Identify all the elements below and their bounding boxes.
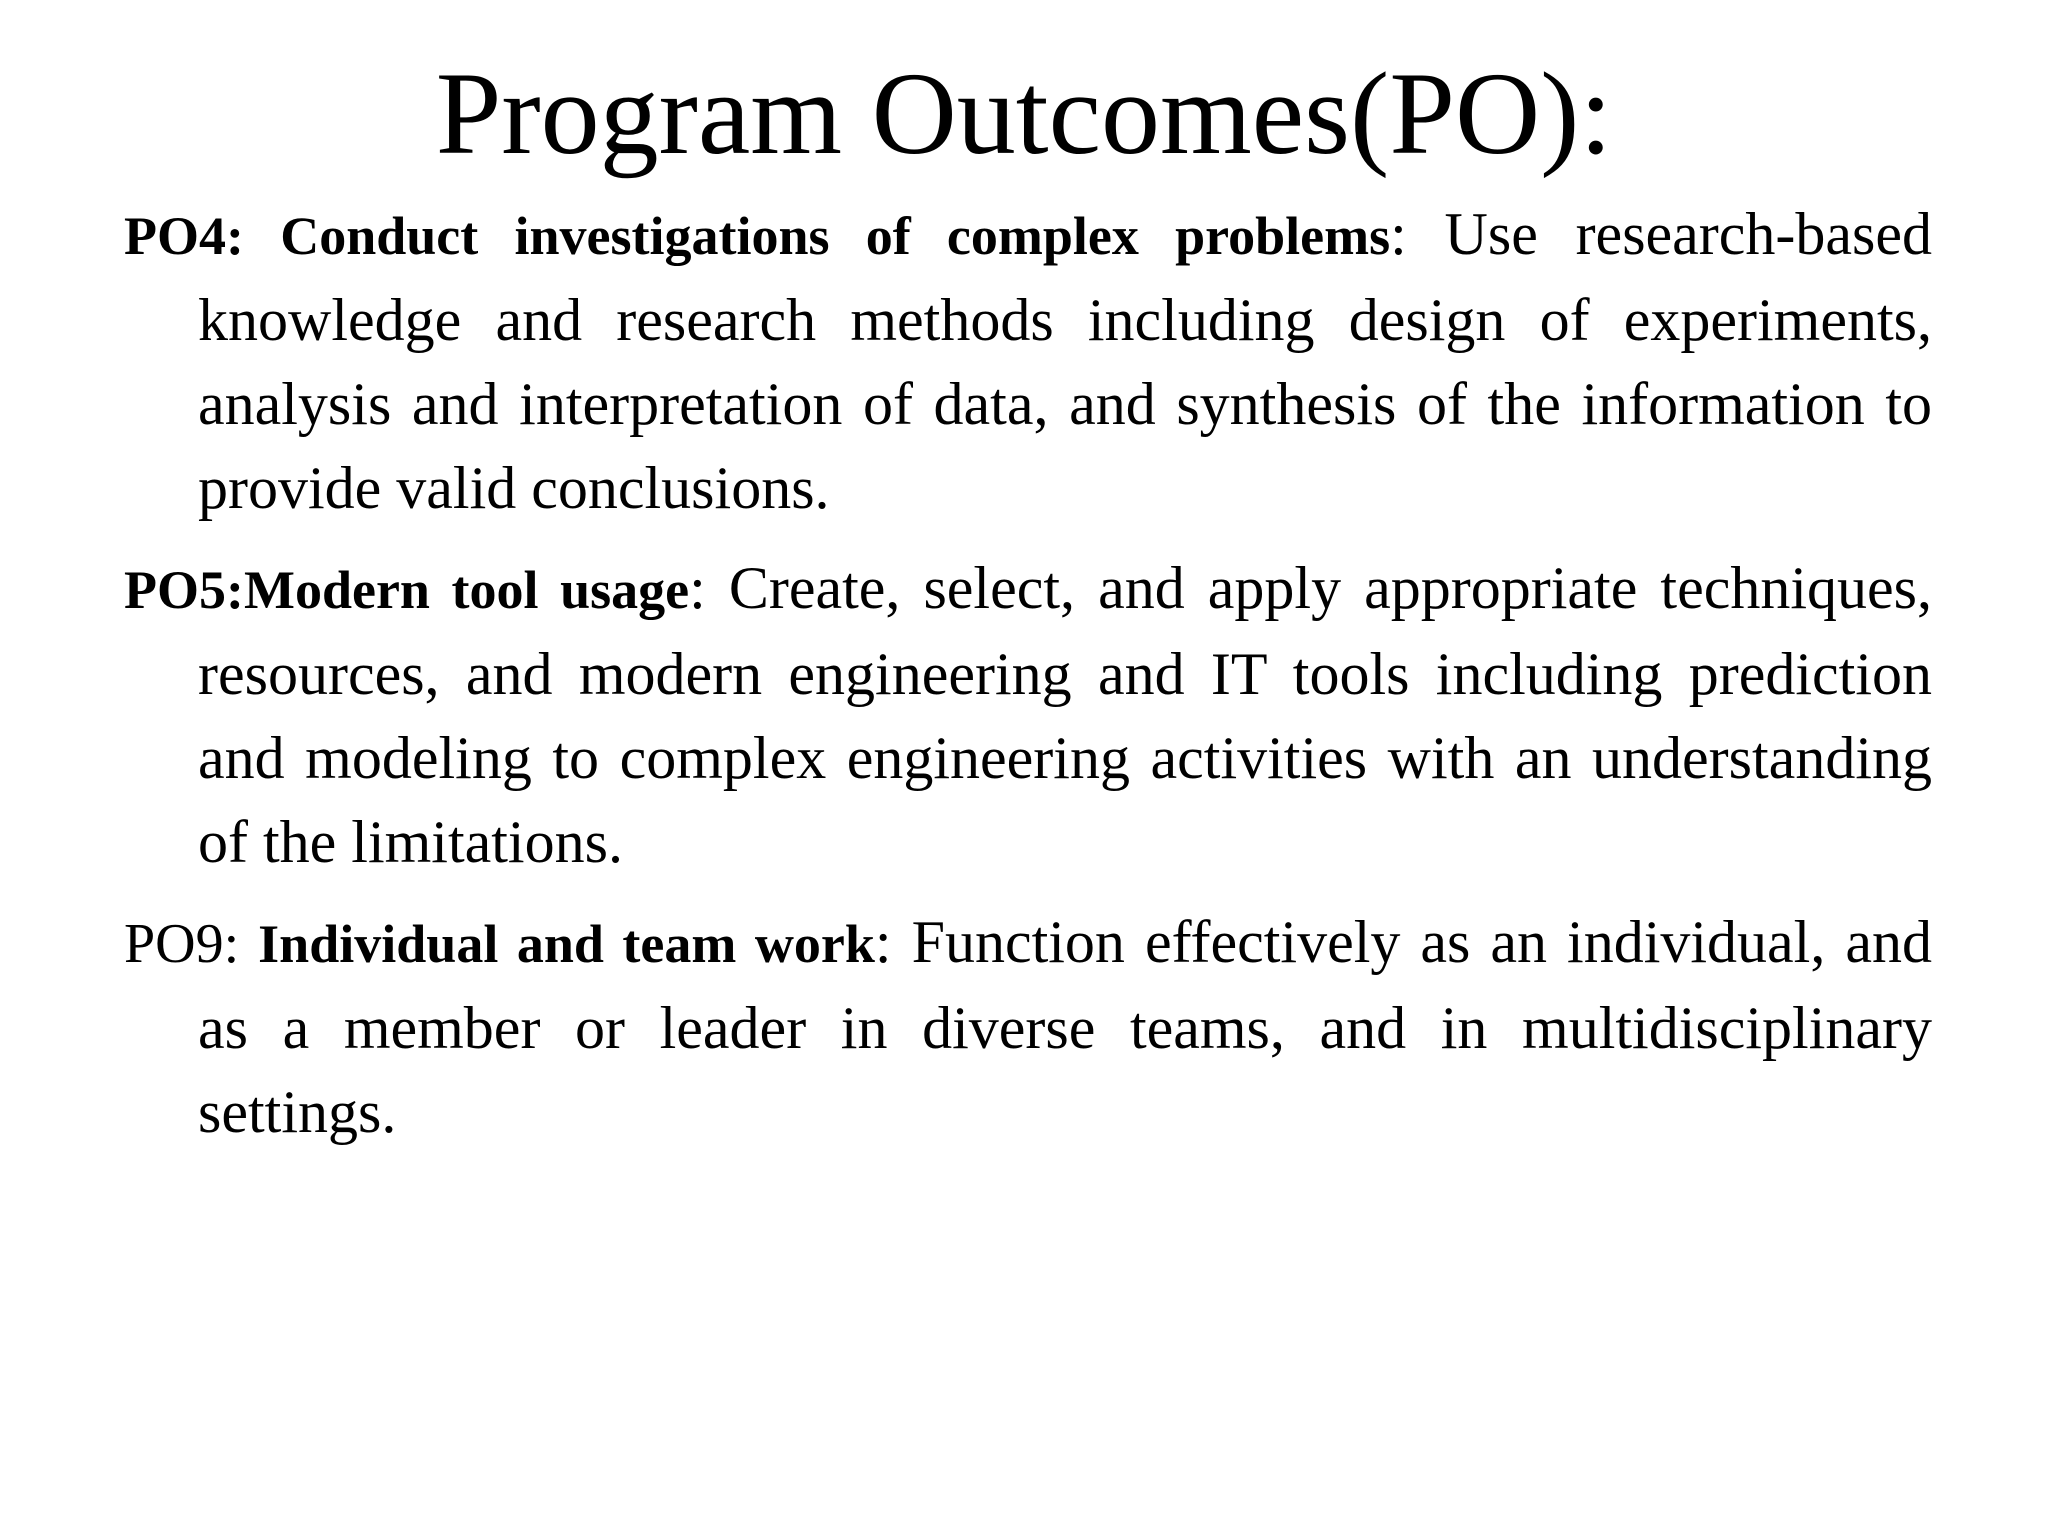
outcome-description: Function effectively as an individual, and as a member or leader in diverse teams, and in multidisciplinary settings. (198, 909, 1932, 1145)
outcome-separator: : (1390, 201, 1445, 267)
outcome-separator: : (874, 909, 912, 975)
slide-title: Program Outcomes(PO): (435, 48, 1613, 179)
outcomes-list (124, 192, 1932, 1170)
outcome-code: PO9: (124, 913, 259, 975)
outcome-po4 (124, 192, 1932, 530)
outcome-code: PO4: (124, 206, 281, 266)
outcome-name: Individual and team work (258, 914, 875, 974)
outcome-name: Modern tool usage (243, 560, 690, 620)
outcome-description: Use research-based knowledge and research methods including design of experiments, analysis and interpretation of data, and synthesis of the information to provide valid conclusions. (198, 201, 1933, 521)
outcome-description: Create, select, and apply appropriate techniques, resources, and modern engineering and IT tools including prediction and modeling to complex engineering activities with an understanding of the limitations. (198, 555, 1933, 875)
outcome-po9 (124, 900, 1932, 1154)
outcome-code: PO5: (124, 560, 244, 620)
outcome-separator: : (689, 555, 729, 621)
outcome-po5 (124, 546, 1932, 884)
outcome-name: Conduct investigations of complex problems (280, 206, 1391, 266)
